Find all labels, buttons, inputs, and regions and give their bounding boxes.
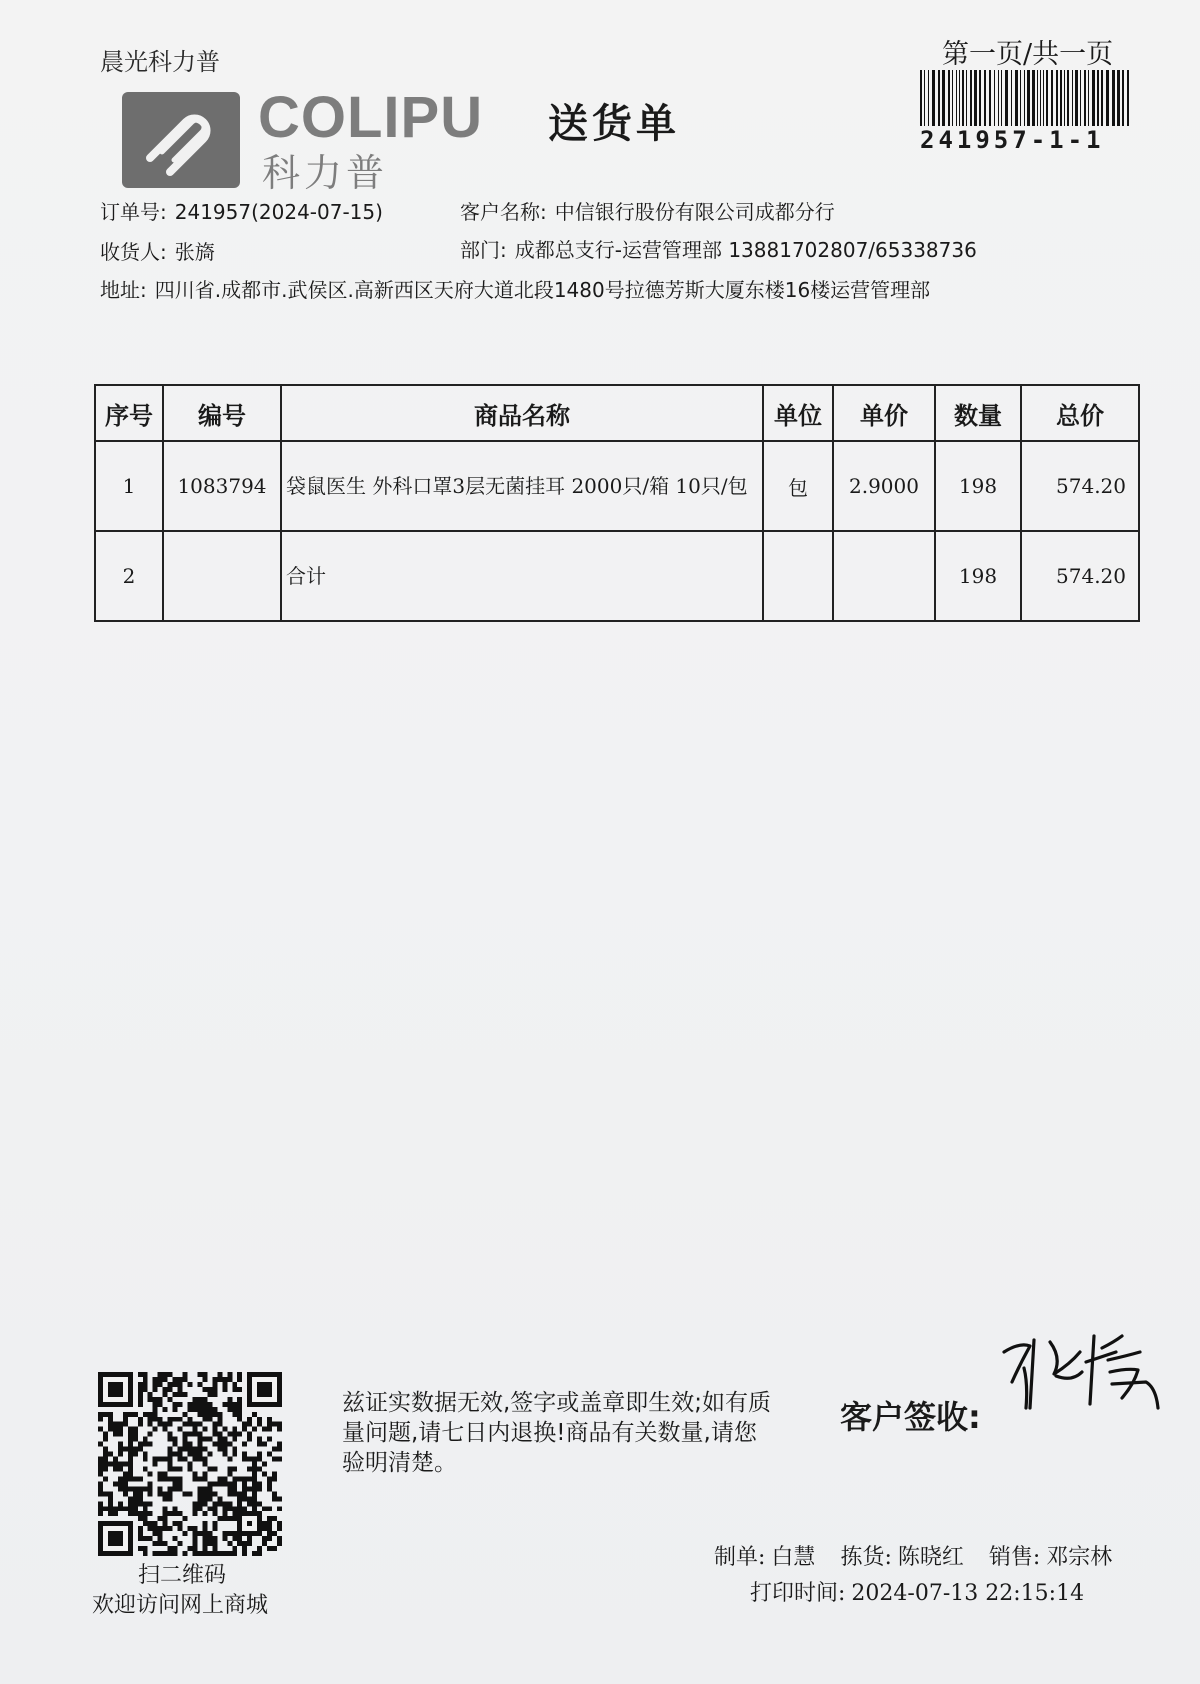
cell-total: 574.20 xyxy=(1021,441,1139,531)
barcode-icon xyxy=(918,70,1134,126)
staff-line xyxy=(714,1540,1118,1571)
department xyxy=(460,234,977,263)
brand-en: COLIPU xyxy=(258,85,484,150)
print-time-label: 打印时间: xyxy=(750,1581,846,1606)
cell-seq: 2 xyxy=(95,531,163,621)
order-no xyxy=(100,196,383,225)
qr-code-icon xyxy=(98,1372,282,1556)
brand-cn: 科力普 xyxy=(262,151,389,195)
cell-product-name: 袋鼠医生 外科口罩3层无菌挂耳 2000只/箱 10只/包 xyxy=(281,441,763,531)
cell-unit xyxy=(763,531,833,621)
items-table xyxy=(94,384,1140,622)
table-row xyxy=(95,531,1139,621)
colipu-logo-icon xyxy=(122,92,240,188)
document-title: 送货单 xyxy=(548,101,680,147)
customer-label: 客户名称: xyxy=(460,200,547,224)
header-total: 总价 xyxy=(1021,385,1139,441)
cell-unit-price xyxy=(833,531,935,621)
cell-code xyxy=(163,531,281,621)
header-product-name: 商品名称 xyxy=(281,385,763,441)
header-seq: 序号 xyxy=(95,385,163,441)
address xyxy=(100,274,930,303)
page-indicator: 第一页/共一页 xyxy=(942,39,1114,70)
print-time xyxy=(750,1576,1090,1607)
order-no-value: 241957(2024-07-15) xyxy=(174,200,383,224)
header-code: 编号 xyxy=(163,385,281,441)
customer-value: 中信银行股份有限公司成都分行 xyxy=(554,200,835,224)
address-value: 四川省.成都市.武侯区.高新西区天府大道北段1480号拉德芳斯大厦东楼16楼运营管理部 xyxy=(154,278,931,302)
handwritten-signature xyxy=(990,1312,1170,1422)
department-label: 部门: xyxy=(460,238,507,262)
print-time-value: 2024-07-13 22:15:14 xyxy=(851,1581,1085,1606)
cell-unit-price: 2.9000 xyxy=(833,441,935,531)
order-no-label: 订单号: xyxy=(100,200,167,224)
department-value: 成都总支行-运营管理部 13881702807/65338736 xyxy=(514,238,977,262)
maker-label: 制单: xyxy=(714,1545,766,1570)
address-label: 地址: xyxy=(100,278,147,302)
header-quantity: 数量 xyxy=(935,385,1021,441)
cell-quantity: 198 xyxy=(935,531,1021,621)
delivery-notice: 兹证实数据无效,签字或盖章即生效;如有质量问题,请七日内退换!商品有关数量,请您验明清楚。 xyxy=(342,1390,772,1476)
receiver-value: 张旖 xyxy=(174,240,215,264)
receiver-label: 收货人: xyxy=(100,240,167,264)
company-name: 晨光科力普 xyxy=(100,48,220,76)
qr-caption-welcome: 欢迎访问网上商城 xyxy=(92,1593,269,1618)
barcode-number: 241957-1-1 xyxy=(920,126,1105,154)
maker-value: 白慧 xyxy=(771,1545,816,1570)
qr-caption-scan: 扫二维码 xyxy=(138,1563,227,1588)
receiver xyxy=(100,236,215,265)
header-unit: 单位 xyxy=(763,385,833,441)
cell-total: 574.20 xyxy=(1021,531,1139,621)
cell-seq: 1 xyxy=(95,441,163,531)
header-unit-price: 单价 xyxy=(833,385,935,441)
picker-label: 拣货: xyxy=(840,1545,892,1570)
customer-sign-label: 客户签收: xyxy=(840,1398,981,1436)
cell-product-name: 合计 xyxy=(281,531,763,621)
cell-unit: 包 xyxy=(763,441,833,531)
cell-code: 1083794 xyxy=(163,441,281,531)
sales-label: 销售: xyxy=(988,1545,1041,1570)
cell-quantity: 198 xyxy=(935,441,1021,531)
table-header-row xyxy=(95,385,1139,441)
picker-value: 陈晓红 xyxy=(897,1545,964,1570)
customer-name xyxy=(460,196,835,225)
table-row xyxy=(95,441,1139,531)
sales-value: 邓宗林 xyxy=(1046,1545,1113,1570)
